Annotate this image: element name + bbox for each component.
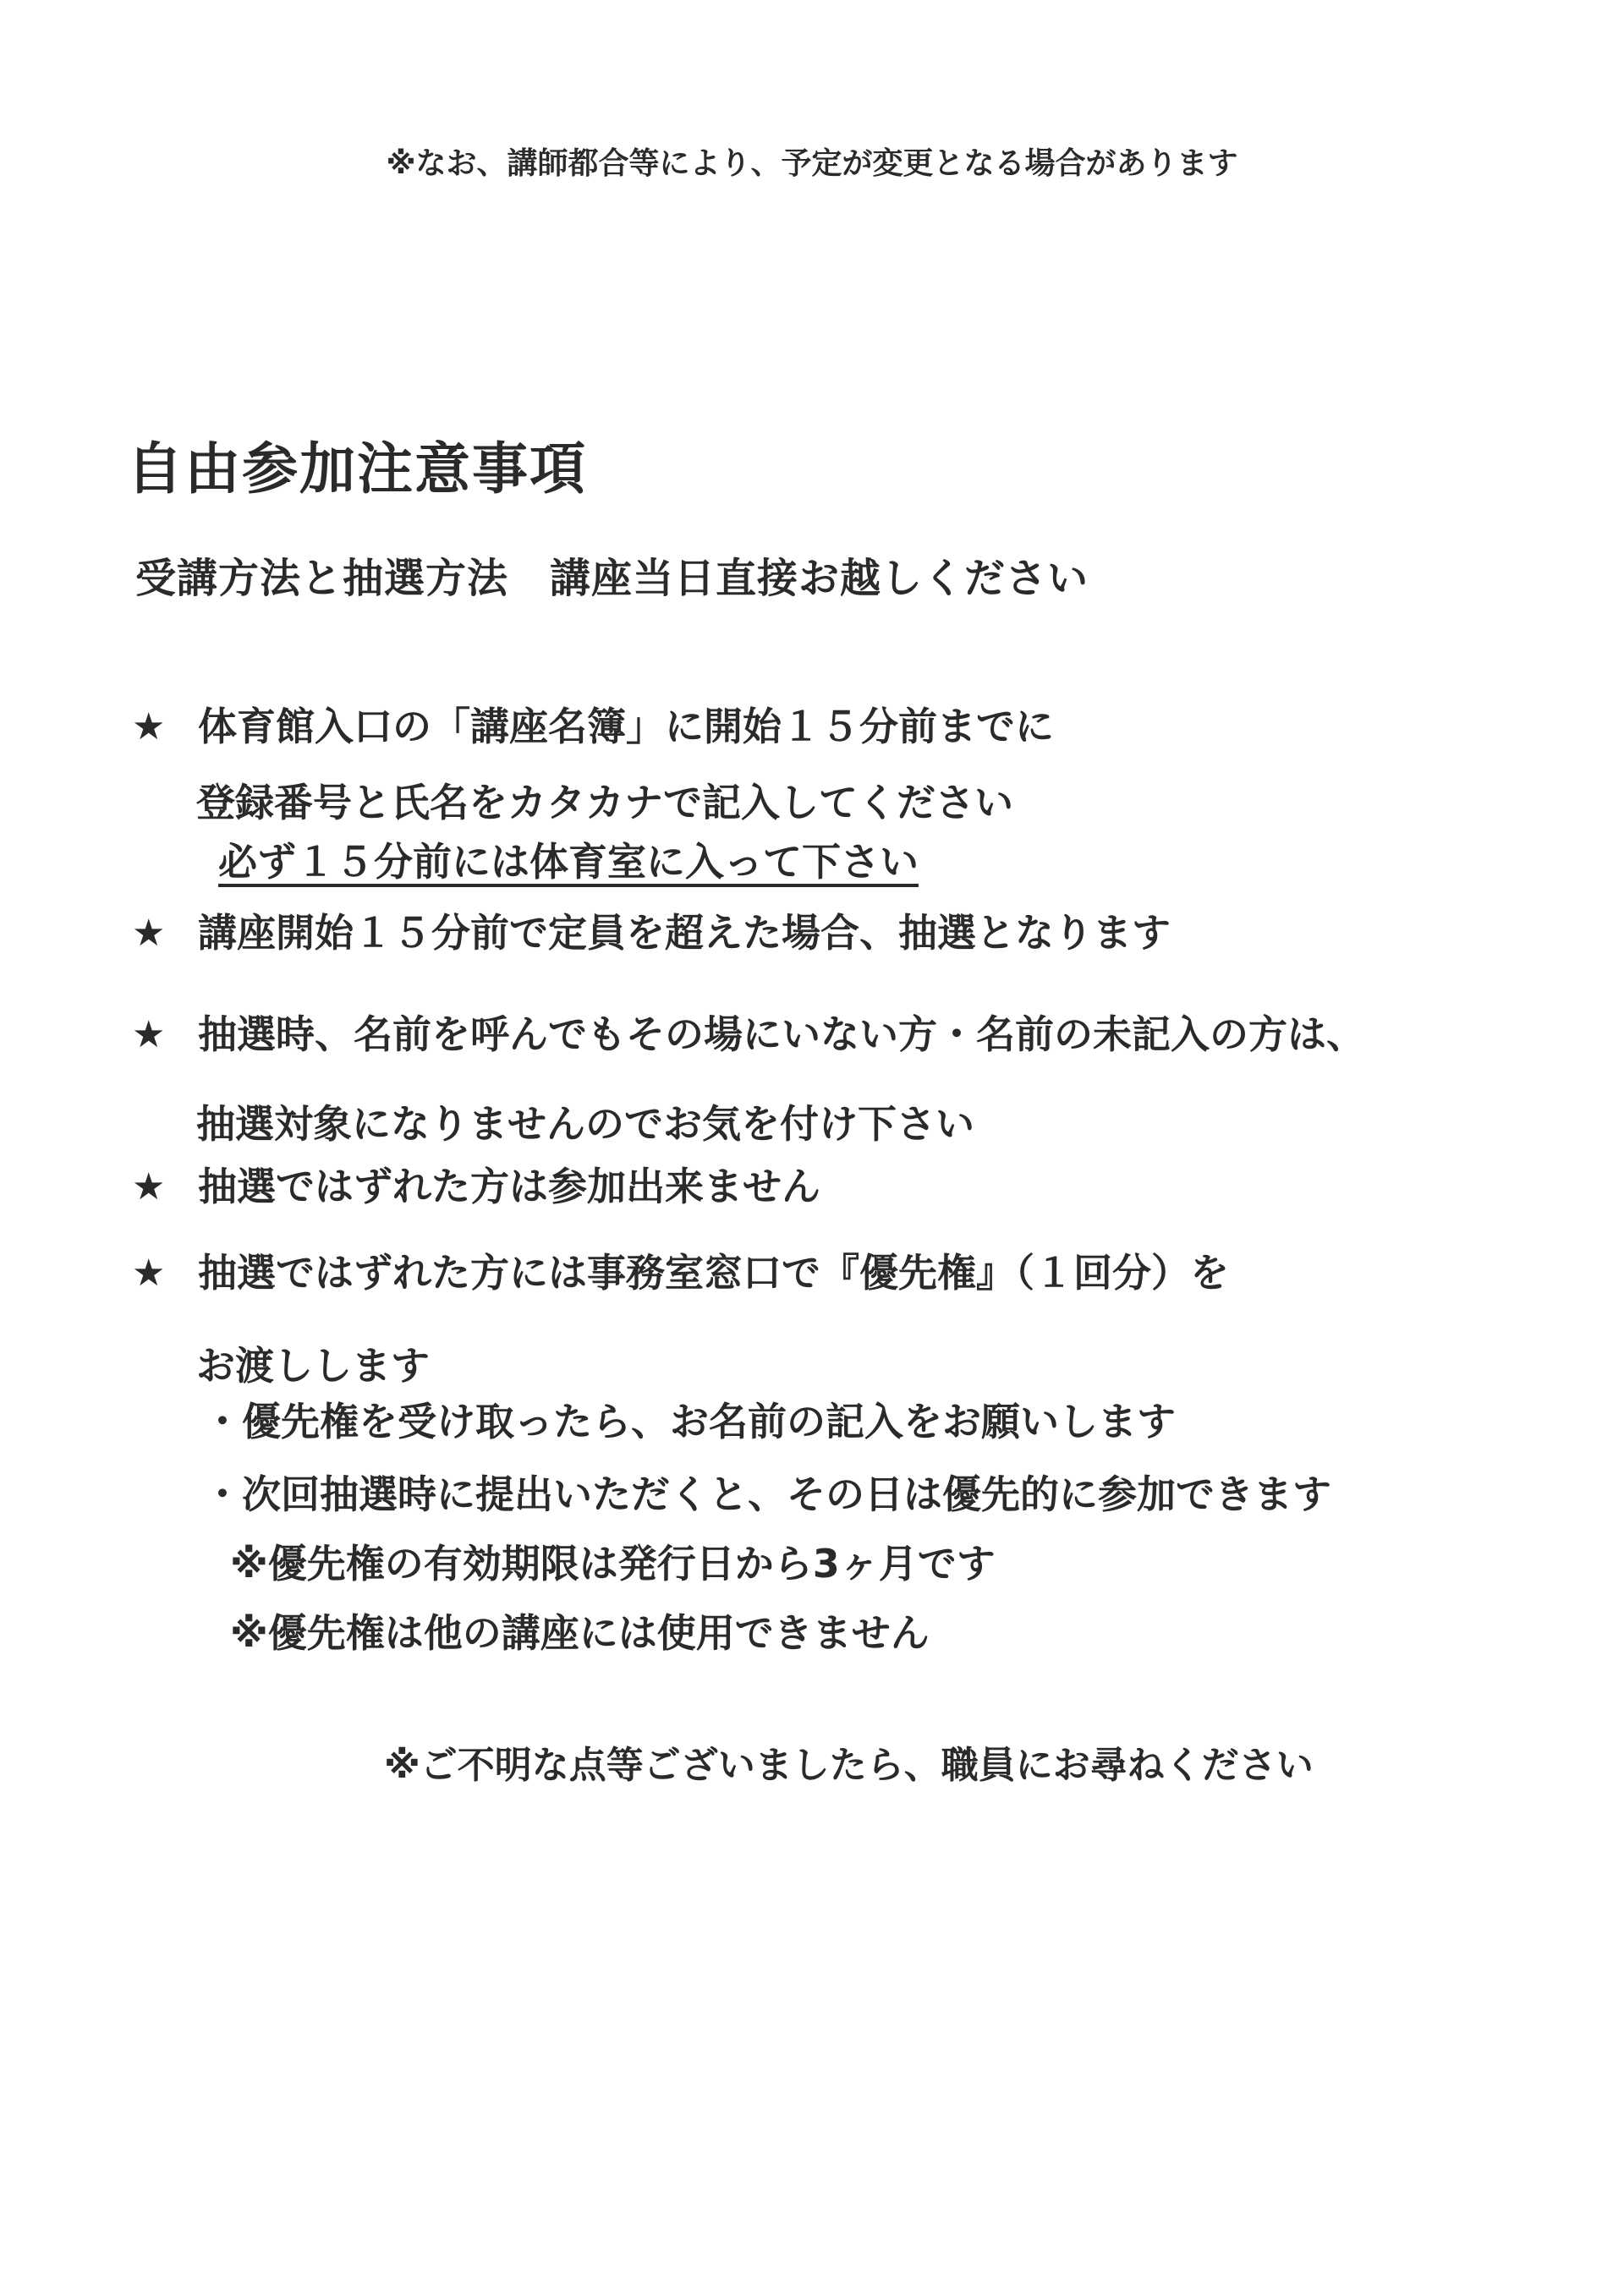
item-3-line-1: 抽選時、名前を呼んでもその場にいない方・名前の未記入の方は、 [198,1011,1365,1057]
item-1-emphasis-line: 必ず１５分前には体育室に入って下さい [218,839,919,885]
item-4-line-1: 抽選ではずれた方は参加出来ません [198,1164,820,1209]
item-2-line-1: 講座開始１５分前で定員を超えた場合、抽選となります [198,910,1171,956]
item-5-sub-point-1: ・優先権を受け取ったら、お名前の記入をお願いします [203,1399,1176,1444]
item-5-line-2: お渡しします [196,1343,430,1389]
item-1-line-2: 登録番号と氏名をカタカナで記入してください [196,780,1013,825]
star-icon: ★ [132,912,166,955]
star-icon: ★ [132,1013,166,1056]
star-icon: ★ [132,1252,166,1295]
item-5-line-1: 抽選ではずれた方には事務室窓口で『優先権』（１回分）を [198,1250,1229,1296]
item-3-line-2: 抽選対象になりませんのでお気を付け下さい [196,1101,974,1147]
item-5-note-1: ※優先権の有効期限は発行日から3ヶ月です [230,1541,996,1586]
item-1-line-1: 体育館入口の「講座名簿」に開始１５分前までに [198,704,1054,749]
page-title: 自由参加注意事項 [127,436,587,501]
footer-note: ※ご不明な点等ございましたら、職員にお尋ねください [384,1744,1314,1787]
star-icon: ★ [132,705,166,748]
top-note: ※なお、講師都合等により、予定が変更となる場合があります [386,146,1238,181]
item-5-note-2: ※優先権は他の講座には使用できません [230,1610,930,1656]
subheading: 受講方法と抽選方法 講座当日直接お越しください [135,555,1089,602]
item-5-sub-point-2: ・次回抽選時に提出いただくと、その日は優先的に参加できます [203,1471,1331,1517]
star-icon: ★ [132,1165,166,1208]
